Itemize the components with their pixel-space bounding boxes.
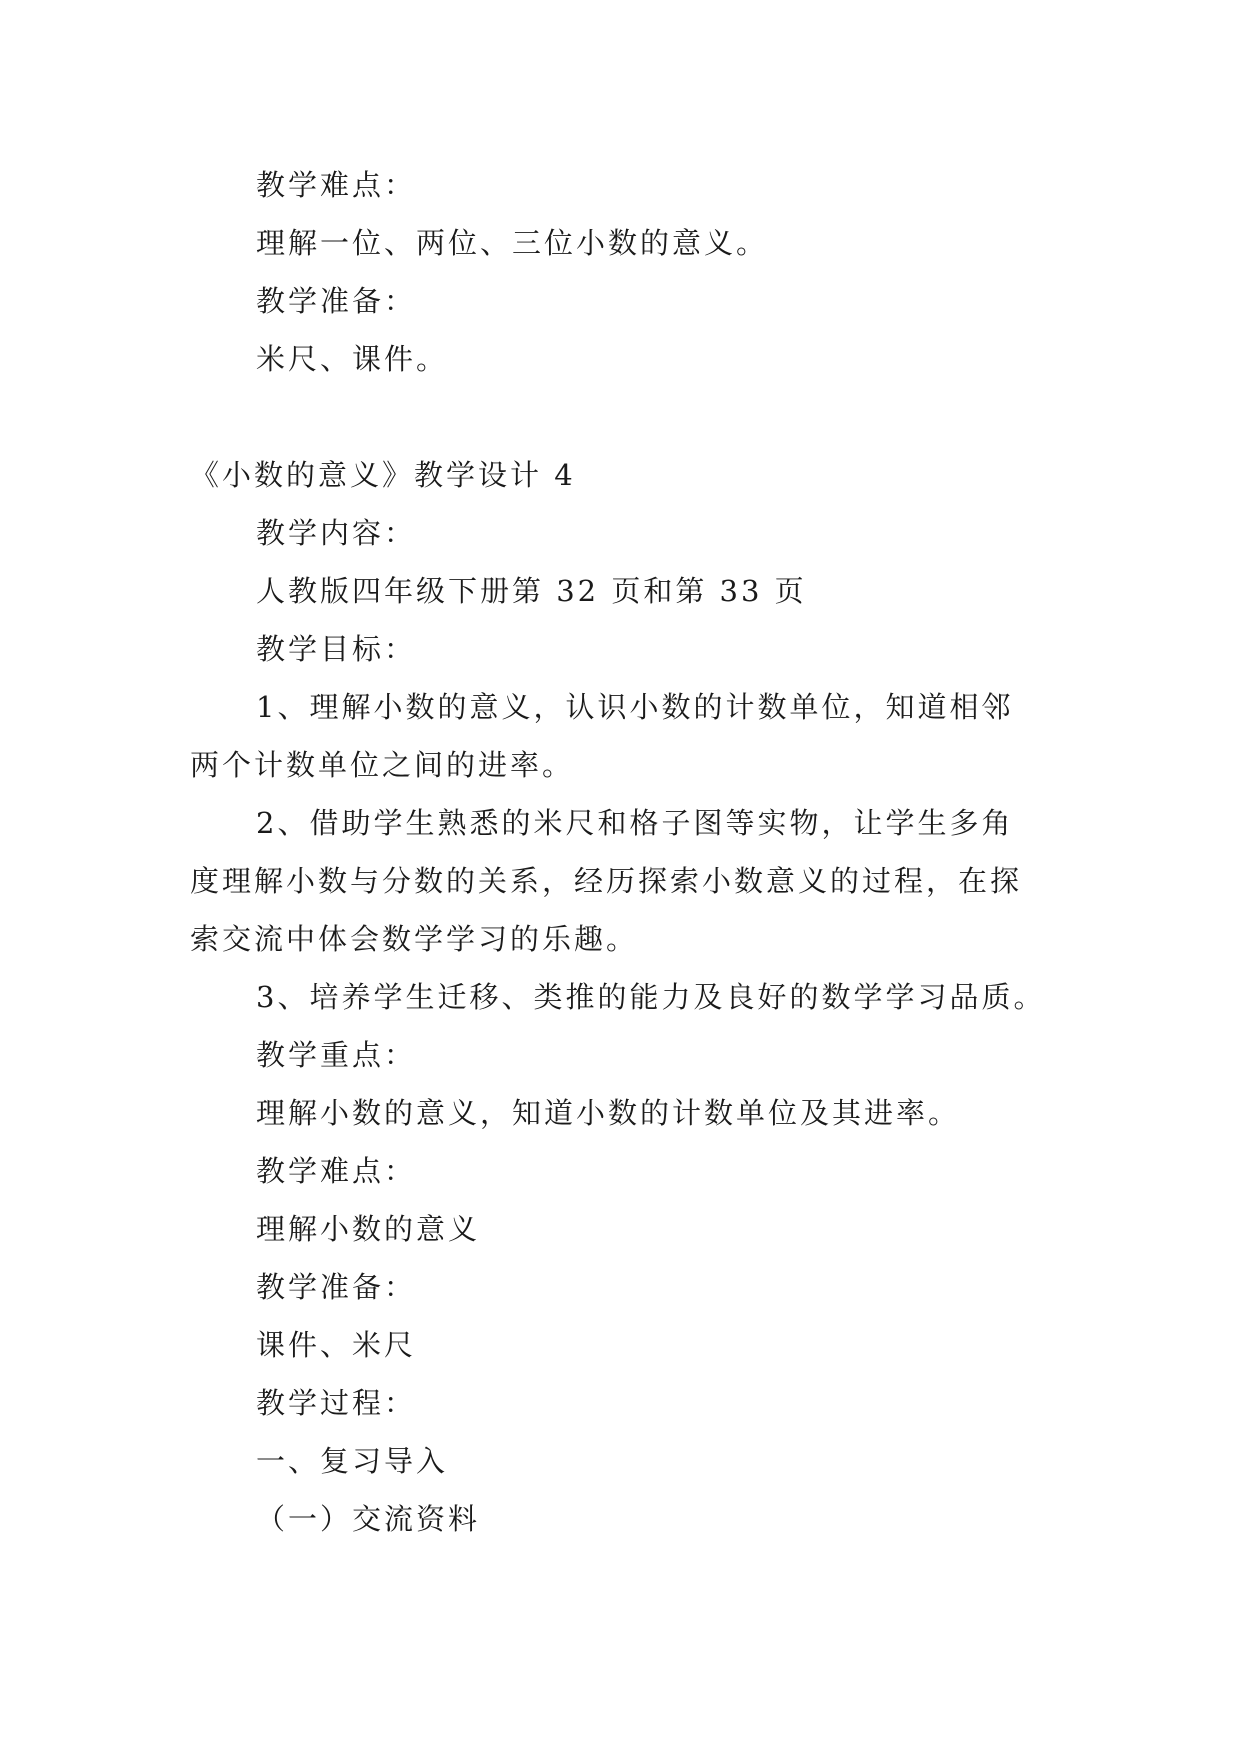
content-text: 人教版四年级下册第 32 页和第 33 页 [256,574,807,608]
key-text: 理解小数的意义，知道小数的计数单位及其进率。 [256,1096,961,1130]
key-heading: 教学重点： [256,1038,417,1072]
prep-text: 米尺、课件。 [256,342,449,376]
goal1-line2: 两个计数单位之间的进率。 [190,748,575,782]
difficulty-heading: 教学难点： [256,168,417,202]
process-heading: 教学过程： [256,1386,417,1420]
goals-heading: 教学目标： [256,632,417,666]
content-heading: 教学内容： [256,516,417,550]
goal2-line1: 2、借助学生熟悉的米尺和格子图等实物，让学生多角 [256,806,1014,840]
goal1-line1: 1、理解小数的意义，认识小数的计数单位，知道相邻 [256,690,1014,724]
difficulty-text: 理解一位、两位、三位小数的意义。 [256,226,769,260]
goal3: 3、培养学生迁移、类推的能力及良好的数学学习品质。 [256,980,1046,1014]
step1-sub1: （一）交流资料 [256,1502,481,1536]
goal2-line2: 度理解小数与分数的关系，经历探索小数意义的过程，在探 [190,864,1023,898]
step1: 一、复习导入 [256,1444,449,1478]
section-title: 《小数的意义》教学设计 4 [190,458,576,492]
goal2-line3: 索交流中体会数学学习的乐趣。 [190,922,639,956]
difficulty-heading-2: 教学难点： [256,1154,417,1188]
prep-heading-2: 教学准备： [256,1270,417,1304]
prep-heading: 教学准备： [256,284,417,318]
prep-text-2: 课件、米尺 [256,1328,417,1362]
difficulty-text-2: 理解小数的意义 [256,1212,481,1246]
